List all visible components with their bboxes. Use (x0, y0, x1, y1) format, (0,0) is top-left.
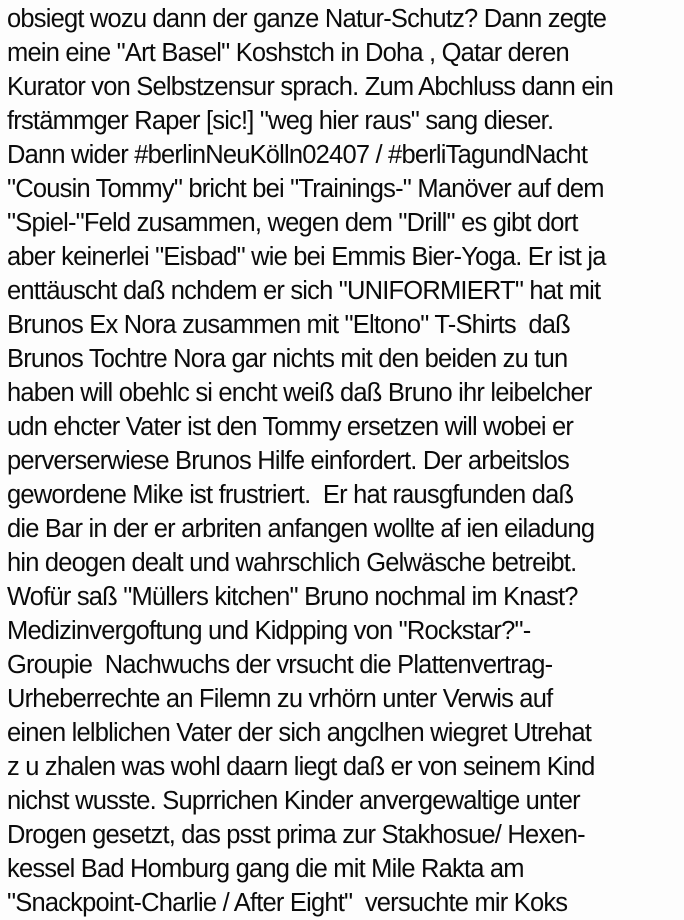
text-line: kessel Bad Homburg gang die mit Mile Rakta am (7, 855, 524, 883)
text-line: "Spiel-"Feld zusammen, wegen dem "Drill" es gibt dort (7, 209, 578, 237)
text-line: obsiegt wozu dann der ganze Natur-Schutz? Dann zegte (7, 5, 607, 33)
text-line: "Snackpoint-Charlie / After Eight" versuchte mir Koks (7, 889, 568, 917)
text-line: Brunos Ex Nora zusammen mit "Eltono" T-Shirts daß (7, 311, 570, 339)
text-line: udn ehcter Vater ist den Tommy ersetzen will wobei er (7, 413, 574, 441)
text-line: Brunos Tochtre Nora gar nichts mit den beiden zu tun (7, 345, 568, 373)
text-line: nichst wusste. Suprrichen Kinder anvergewaltige unter (7, 787, 580, 815)
text-line: Kurator von Selbstzensur sprach. Zum Abchluss dann ein (7, 73, 613, 101)
text-line: Dann wider #berlinNeuKölln02407 / #berliTagundNacht (7, 141, 588, 169)
text-line: Groupie Nachwuchs der vrsucht die Plattenvertrag- (7, 651, 553, 679)
text-line: haben will obehlc si encht weiß daß Bruno ihr leibelcher (7, 379, 592, 407)
text-line: gewordene Mike ist frustriert. Er hat rausgfunden daß (7, 481, 574, 509)
text-line: die Bar in der er arbriten anfangen wollte af ien eiladung (7, 515, 595, 543)
text-line: Wofür saß "Müllers kitchen" Bruno nochmal im Knast? (7, 583, 578, 611)
text-line: Urheberrechte an Filemn zu vrhörn unter Verwis auf (7, 685, 553, 713)
text-line: enttäuscht daß nchdem er sich "UNIFORMIERT" hat mit (7, 277, 601, 305)
text-line: "Cousin Tommy" bricht bei "Trainings-" Manöver auf dem (7, 175, 604, 203)
text-line: hin deogen dealt und wahrschlich Gelwäsche betreibt. (7, 549, 577, 577)
text-line: mein eine "Art Basel" Koshstch in Doha , Qatar deren (7, 39, 569, 67)
text-line: Medizinvergoftung und Kidpping von "Rockstar?"- (7, 617, 531, 645)
text-line: Drogen gesetzt, das psst prima zur Stakhosue/ Hexen- (7, 821, 585, 849)
text-line: aber keinerlei "Eisbad" wie bei Emmis Bier-Yoga. Er ist ja (7, 243, 606, 271)
text-line: einen lelblichen Vater der sich angclhen wiegret Utrehat (7, 719, 592, 747)
text-line: perverserwiese Brunos Hilfe einfordert. Der arbeitslos (7, 447, 569, 475)
text-line: z u zhalen was wohl daarn liegt daß er von seinem Kind (7, 753, 595, 781)
text-line: frstämmger Raper [sic!] "weg hier raus" sang dieser. (7, 107, 554, 135)
